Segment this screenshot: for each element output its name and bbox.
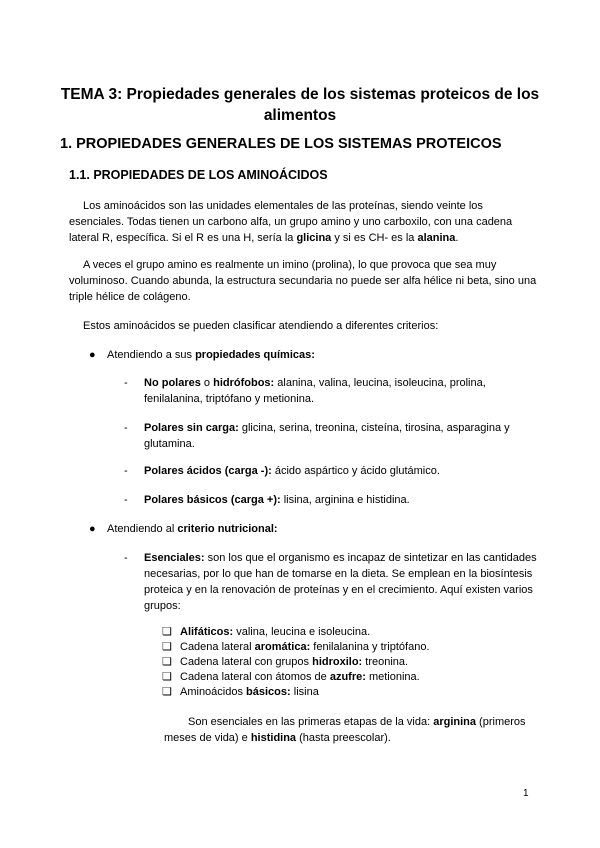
bold-term: No polares <box>144 377 201 389</box>
bullet-text: Atendiendo a sus <box>107 349 196 361</box>
bold-term: alanina <box>417 232 456 244</box>
note-text: Son esenciales en las primeras etapas de la vida: <box>188 716 434 728</box>
list-text: son los que el organismo es incapaz de sintetizar en las cantidades necesarias, por lo que han de tomarse en la dieta. Se emplean en la biosíntesis proteica y en la renovación de proteínas y en el crecimiento. Aquí existen varios grupos: <box>144 552 537 612</box>
checkbox-bullet-icon: ❏ <box>162 686 172 698</box>
bold-term: propiedades químicas: <box>195 349 315 361</box>
bold-term: hidrófobos: <box>213 377 275 389</box>
checkbox-bullet-icon: ❏ <box>162 656 172 668</box>
list-text: alanina, valina, leucina, isoleucina, prolina, fenilalanina, triptófano y metionina. <box>144 377 486 405</box>
group-text: fenilalanina y triptófano. <box>310 641 430 653</box>
bold-term: azufre: <box>329 671 366 683</box>
paragraph-classification <box>69 318 539 334</box>
bold-term: Esenciales: <box>144 552 205 564</box>
dash-icon: - <box>124 552 128 564</box>
paragraph-text: Los aminoácidos son las unidades elementales de las proteínas, siendo veinte los esenciales. Todas tienen un carbono alfa, un grupo amino y uno carboxilo, con una cadena lateral R, específica. Si el R es una H, sería la <box>69 200 513 244</box>
group-text: Cadena lateral con átomos de <box>180 671 330 683</box>
bold-term: Alifáticos: <box>180 626 234 638</box>
bold-term: Polares ácidos (carga -): <box>144 465 272 477</box>
paragraph-text: y si es CH- es la <box>331 232 418 244</box>
bold-term: aromática: <box>254 641 311 653</box>
bold-term: arginina <box>433 716 476 728</box>
bold-term: Polares sin carga: <box>144 422 239 434</box>
page-number: 1 <box>523 788 529 799</box>
bullet-text: Atendiendo al <box>107 523 178 535</box>
list-text: glicina, serina, treonina, cisteína, tirosina, asparagina y glutamina. <box>144 422 510 450</box>
subsection-heading: 1.1. PROPIEDADES DE LOS AMINOÁCIDOS <box>69 168 328 182</box>
dash-icon: - <box>124 377 128 389</box>
group-text: treonina. <box>362 656 409 668</box>
checkbox-bullet-icon: ❏ <box>162 641 172 653</box>
paragraph-imino <box>69 257 539 305</box>
group-text: Aminoácidos <box>180 686 247 698</box>
bold-term: criterio nutricional: <box>177 523 278 535</box>
bullet-icon: ● <box>89 349 96 361</box>
dash-icon: - <box>124 465 128 477</box>
bold-term: hidroxilo: <box>312 656 363 668</box>
group-text: Cadena lateral <box>180 641 255 653</box>
paragraph-text: A veces el grupo amino es realmente un imino (prolina), lo que provoca que sea muy voluminoso. Cuando abunda, la estructura secundaria no puede ser alfa hélice ni beta, sino una triple hélice de colágeno. <box>69 259 537 303</box>
bold-term: histidina <box>250 732 297 744</box>
note-text: (hasta preescolar). <box>296 732 391 744</box>
list-text: lisina, arginina e histidina. <box>280 494 410 506</box>
bold-term: Polares básicos (carga +): <box>144 494 281 506</box>
list-text: ácido aspártico y ácido glutámico. <box>271 465 440 477</box>
bold-term: glicina <box>296 232 332 244</box>
document-title: TEMA 3: Propiedades generales de los sistemas proteicos de los alimentos <box>60 86 540 124</box>
group-text: Cadena lateral con grupos <box>180 656 313 668</box>
dash-icon: - <box>124 422 128 434</box>
list-text: o <box>200 377 214 389</box>
section-heading: 1. PROPIEDADES GENERALES DE LOS SISTEMAS PROTEICOS <box>60 136 502 152</box>
bold-term: básicos: <box>246 686 291 698</box>
bullet-icon: ● <box>89 523 96 535</box>
group-text: valina, leucina e isoleucina. <box>233 626 371 638</box>
group-text: metionina. <box>365 671 420 683</box>
paragraph-text: Estos aminoácidos se pueden clasificar atendiendo a diferentes criterios: <box>83 320 439 332</box>
checkbox-bullet-icon: ❏ <box>162 626 172 638</box>
paragraph-intro <box>69 198 539 246</box>
dash-icon: - <box>124 494 128 506</box>
group-text: lisina <box>290 686 319 698</box>
note-text: (primeros meses de vida) e <box>164 716 526 744</box>
checkbox-bullet-icon: ❏ <box>162 671 172 683</box>
essential-note <box>164 714 544 746</box>
paragraph-text: . <box>455 232 459 244</box>
